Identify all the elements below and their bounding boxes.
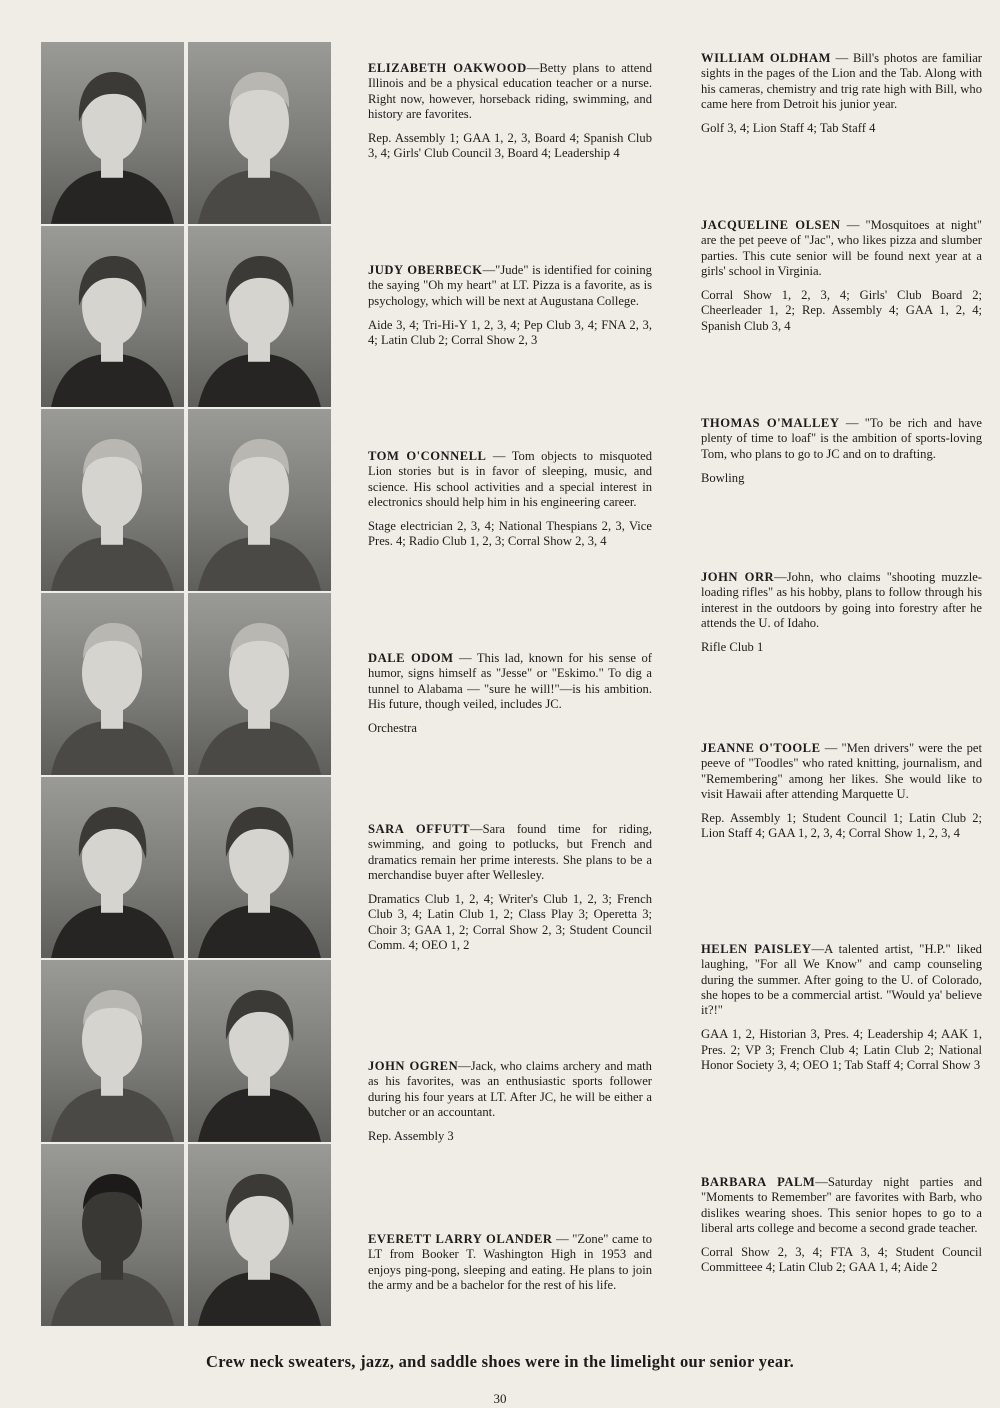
student-name: WILLIAM OLDHAM bbox=[701, 51, 831, 65]
portrait-photo bbox=[41, 409, 184, 591]
senior-entry-omalley bbox=[701, 416, 982, 486]
entry-bio: JOHN OGREN—Jack, who claims archery and math as his favorites, was an enthusiastic sports follower during his four years at LT. After JC, he will be either a butcher or an accountant. bbox=[368, 1059, 652, 1119]
entry-activities: Dramatics Club 1, 2, 4; Writer's Club 1, 2, 3; French Club 3, 4; Latin Club 1, 2; Class Play 3; Operetta 3; Choir 3; GAA 1, 2; Corral Show 2, 3; Student Council Comm. 4; OEO 1, 2 bbox=[368, 892, 652, 953]
portrait-photo bbox=[41, 1144, 184, 1326]
senior-entry-palm bbox=[701, 1175, 982, 1276]
student-name: JOHN ORR bbox=[701, 570, 775, 584]
student-name: BARBARA PALM bbox=[701, 1175, 816, 1189]
portrait-photo bbox=[41, 593, 184, 775]
entry-activities: Corral Show 2, 3, 4; FTA 3, 4; Student Council Committeee 4; Latin Club 2; GAA 1, 4; Aide 2 bbox=[701, 1245, 982, 1275]
portrait-grid bbox=[41, 42, 333, 1326]
entry-bio: JUDY OBERBECK—"Jude" is identified for coining the saying "Oh my heart" at LT. Pizza is a favorite, as is psychology, which will be next at Augustana College. bbox=[368, 263, 652, 308]
portrait-photo bbox=[188, 1144, 331, 1326]
senior-entry-odom bbox=[368, 651, 652, 736]
portrait-photo bbox=[188, 777, 331, 959]
senior-entry-oldham bbox=[701, 51, 982, 136]
page-number: 30 bbox=[493, 1391, 507, 1406]
senior-entry-olander bbox=[368, 1232, 652, 1293]
portrait-photo bbox=[188, 960, 331, 1142]
student-name: JEANNE O'TOOLE bbox=[701, 741, 821, 755]
entry-activities: Rep. Assembly 1; Student Council 1; Latin Club 2; Lion Staff 4; GAA 1, 2, 3, 4; Corral Show 1, 2, 3, 4 bbox=[701, 811, 982, 841]
entry-bio: HELEN PAISLEY—A talented artist, "H.P." liked laughing, "For all We Know" and camp counseling during the summer. After going to the U. of Colorado, she hopes to be a commercial artist. "Would ya' believe it?!" bbox=[701, 942, 982, 1018]
senior-entry-oakwood bbox=[368, 61, 652, 162]
entry-bio: JACQUELINE OLSEN — "Mosquitoes at night" are the pet peeve of "Jac", who likes pizza and slumber parties. This cute senior will be found next year at a girls' school in Virginia. bbox=[701, 218, 982, 278]
entry-activities: GAA 1, 2, Historian 3, Pres. 4; Leadership 4; AAK 1, Pres. 2; VP 3; French Club 4; Latin Club 2; National Honor Society 3, 4; OEO 1; Tab Staff 4; Corral Show 3 bbox=[701, 1027, 982, 1073]
portrait-photo bbox=[41, 960, 184, 1142]
entry-activities: Corral Show 1, 2, 3, 4; Girls' Club Board 2; Cheerleader 1, 2; Rep. Assembly 4; GAA 1, 2, 4; Spanish Club 3, 4 bbox=[701, 288, 982, 333]
senior-entry-orr bbox=[701, 570, 982, 655]
portrait-photo bbox=[41, 226, 184, 408]
student-name: JUDY OBERBECK bbox=[368, 263, 483, 277]
entry-activities: Stage electrician 2, 3, 4; National Thespians 2, 3, Vice Pres. 4; Radio Club 1, 2, 3; Corral Show 2, 3, 4 bbox=[368, 519, 652, 549]
entry-bio: THOMAS O'MALLEY — "To be rich and have plenty of time to loaf" is the ambition of sports-loving Tom, who plans to go to JC and on to drafting. bbox=[701, 416, 982, 461]
entry-activities: Rifle Club 1 bbox=[701, 640, 764, 655]
student-name: DALE ODOM bbox=[368, 651, 454, 665]
entry-activities: Aide 3, 4; Tri-Hi-Y 1, 2, 3, 4; Pep Club 3, 4; FNA 2, 3, 4; Latin Club 2; Corral Show 2, 3 bbox=[368, 317, 652, 348]
portrait-photo bbox=[188, 42, 331, 224]
student-name: THOMAS O'MALLEY bbox=[701, 416, 840, 430]
portrait-photo bbox=[41, 42, 184, 224]
student-name: TOM O'CONNELL bbox=[368, 449, 487, 463]
page-caption: Crew neck sweaters, jazz, and saddle shoes were in the limelight our senior year. bbox=[205, 1352, 794, 1371]
entry-activities: Bowling bbox=[701, 470, 745, 485]
entry-bio: JOHN ORR—John, who claims "shooting muzzle-loading rifles" as his hobby, plans to follow through his interest in the outdoors by going into forestry after he attends the U. of Idaho. bbox=[701, 570, 982, 630]
entry-bio: DALE ODOM — This lad, known for his sense of humor, signs himself as "Jesse" or "Eskimo." To dig a tunnel to Alabama — "sure he will!"—is his ambition. His future, though veiled, includes JC. bbox=[368, 651, 652, 711]
senior-entry-oberbeck bbox=[368, 263, 652, 348]
entry-bio: SARA OFFUTT—Sara found time for riding, swimming, and going to potlucks, but French and dramatics remain her prime interests. She plans to be a merchandise buyer after Wellesley. bbox=[368, 822, 652, 882]
senior-entry-paisley bbox=[701, 942, 982, 1073]
entry-bio: EVERETT LARRY OLANDER — "Zone" came to LT from Booker T. Washington High in 1953 and enjoys ping-pong, sleeping and eating. He plans to join the army and be a bachelor for the rest of his life. bbox=[368, 1232, 652, 1292]
entry-activities: Rep. Assembly 3 bbox=[368, 1129, 454, 1144]
entry-activities: Golf 3, 4; Lion Staff 4; Tab Staff 4 bbox=[701, 121, 876, 136]
portrait-photo bbox=[188, 593, 331, 775]
student-name: JACQUELINE OLSEN bbox=[701, 218, 841, 232]
entry-bio: JEANNE O'TOOLE — "Men drivers" were the pet peeve of "Toodles" who rated knitting, journalism, and "Remembering" among her likes. She would like to visit Hawaii after attending Marquette U. bbox=[701, 741, 982, 801]
student-name: JOHN OGREN bbox=[368, 1059, 459, 1073]
entry-bio: TOM O'CONNELL — Tom objects to misquoted Lion stories but is in favor of sleeping, music, and science. His school activities and a special interest in electronics should help him in his engineering career. bbox=[368, 449, 652, 509]
portrait-photo bbox=[41, 777, 184, 959]
senior-entry-oconnell bbox=[368, 449, 652, 550]
student-name: HELEN PAISLEY bbox=[701, 942, 812, 956]
student-name: SARA OFFUTT bbox=[368, 822, 471, 836]
senior-entry-olsen bbox=[701, 218, 982, 334]
entry-bio: BARBARA PALM—Saturday night parties and "Moments to Remember" are favorites with Barb, who dislikes wearing shoes. This senior hopes to go to a liberal arts college and become a second grade teacher. bbox=[701, 1175, 982, 1235]
senior-entry-ogren bbox=[368, 1059, 652, 1144]
student-name: EVERETT LARRY OLANDER bbox=[368, 1232, 553, 1246]
entry-bio: WILLIAM OLDHAM — Bill's photos are familiar sights in the pages of the Lion and the Tab. Along with his cameras, chemistry and trig rate high with Bill, who came here from Detroit his junior year. bbox=[701, 51, 982, 111]
entry-activities: Orchestra bbox=[368, 721, 417, 736]
senior-entry-offutt bbox=[368, 822, 652, 953]
portrait-photo bbox=[188, 409, 331, 591]
entry-bio: ELIZABETH OAKWOOD—Betty plans to attend Illinois and be a physical education teacher or a nurse. Right now, however, horseback riding, swimming, and history are favorites. bbox=[368, 61, 652, 121]
entry-activities: Rep. Assembly 1; GAA 1, 2, 3, Board 4; Spanish Club 3, 4; Girls' Club Council 3, Board 4; Leadership 4 bbox=[368, 131, 652, 161]
student-name: ELIZABETH OAKWOOD bbox=[368, 61, 527, 75]
senior-entry-otoole bbox=[701, 741, 982, 842]
portrait-photo bbox=[188, 226, 331, 408]
